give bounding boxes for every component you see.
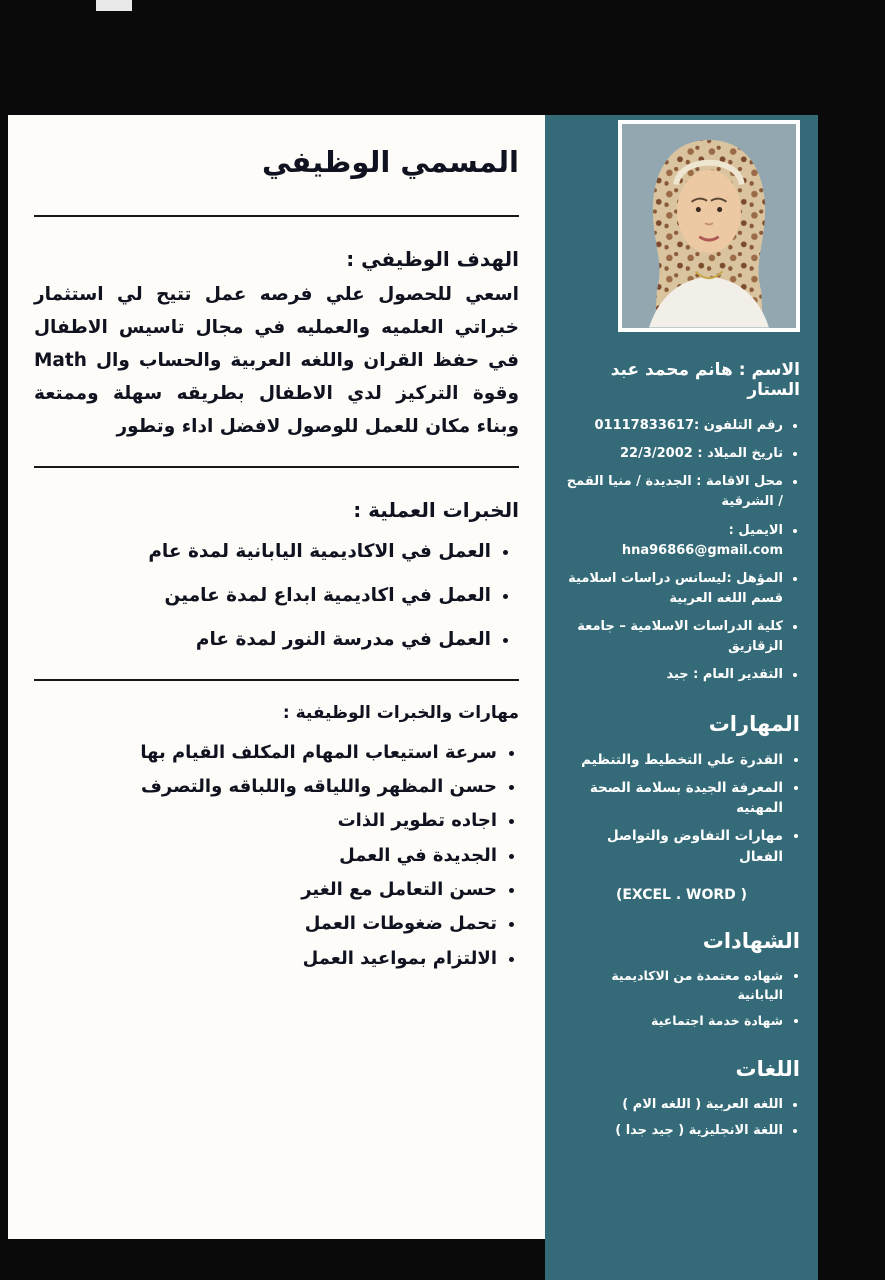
experience-heading: الخبرات العملية : [353,497,519,522]
languages-list [563,1095,800,1140]
job-skill-item: • حسن التعامل مع الغير [34,878,497,901]
skills-list [563,750,800,867]
job-skills-heading: مهارات والخبرات الوظيفية : [282,702,519,723]
main-column [8,115,545,1239]
certificate-item: • شهاده معتمدة من الاكاديمية اليابانية [563,967,783,1005]
job-skill-item: • حسن المظهر واللياقه واللباقه والتصرف [34,775,497,798]
contact-item: • رقم التلفون :01117833617 [563,416,783,436]
sidebar [545,115,818,1280]
certificate-item: • شهادة خدمة اجتماعية [563,1012,783,1031]
language-item: • اللغة الانجليزية ( جيد جدا ) [563,1121,783,1141]
experience-item: • العمل في مدرسة النور لمدة عام [34,628,491,653]
job-skill-item: • اجاده تطوير الذات [34,809,497,832]
languages-heading: اللغات [735,1057,800,1082]
profile-photo [618,120,800,332]
contact-item: • تاريخ الميلاد : 22/3/2002 [563,444,783,464]
language-item: • اللغه العربية ( اللغه الام ) [563,1095,783,1115]
divider [34,679,519,681]
job-skill-item: • الجديدة في العمل [34,844,497,867]
contact-item: • محل الاقامة : الجديدة / منيا القمح / الشرقية [563,472,783,512]
contact-list [563,416,800,686]
profile-photo-illustration [622,124,796,328]
skill-item: • مهارات التفاوض والتواصل الفعال [563,826,783,867]
scan-artifact [96,0,132,11]
skill-item: • القدرة علي التخطيط والتنظيم [563,750,783,770]
skill-item: • المعرفة الجيدة بسلامة الصحة المهنيه [563,778,783,819]
divider [34,466,519,468]
objective-heading: الهدف الوظيفي : [346,247,519,271]
job-skill-item: • الالتزام بمواعيد العمل [34,947,497,970]
certificates-heading: الشهادات [702,928,800,953]
divider [34,215,519,217]
experience-item: • العمل في الاكاديمية اليابانية لمدة عام [34,540,491,565]
job-skills-list [34,741,519,971]
page-title: المسمي الوظيفي [261,145,519,179]
software-tools: (EXCEL . WORD ) [615,886,748,903]
contact-item: • كلية الدراسات الاسلامية – جامعة الزقازيق [563,617,783,657]
objective-text: اسعي للحصول علي فرصه عمل تتيح لي استثمار خبراتي العلميه والعمليه في مجال تاسيس الاطفال في حفظ القران واللغه العربية والحساب وال Math وقوة التركيز لدي الاطفال بطريقه سهلة وممتعة وبناء مكان للعمل للوصول لافضل اداء وتطور [34,284,519,437]
certificates-list [563,967,800,1031]
contact-item: • المؤهل :ليسانس دراسات اسلامية قسم اللغه العربية [563,569,783,609]
skills-heading: المهارات [708,711,800,736]
job-skill-item: • تحمل ضغوطات العمل [34,912,497,935]
contact-item: • التقدير العام : جيد [563,665,783,685]
experience-item: • العمل في اكاديمية ابداع لمدة عامين [34,584,491,609]
name-line: الاسم : هانم محمد عبد الستار [610,360,800,400]
experience-list [34,540,519,653]
contact-item: • الايميل : hna96866@gmail.com [563,521,783,561]
job-skill-item: • سرعة استيعاب المهام المكلف القيام بها [34,741,497,764]
